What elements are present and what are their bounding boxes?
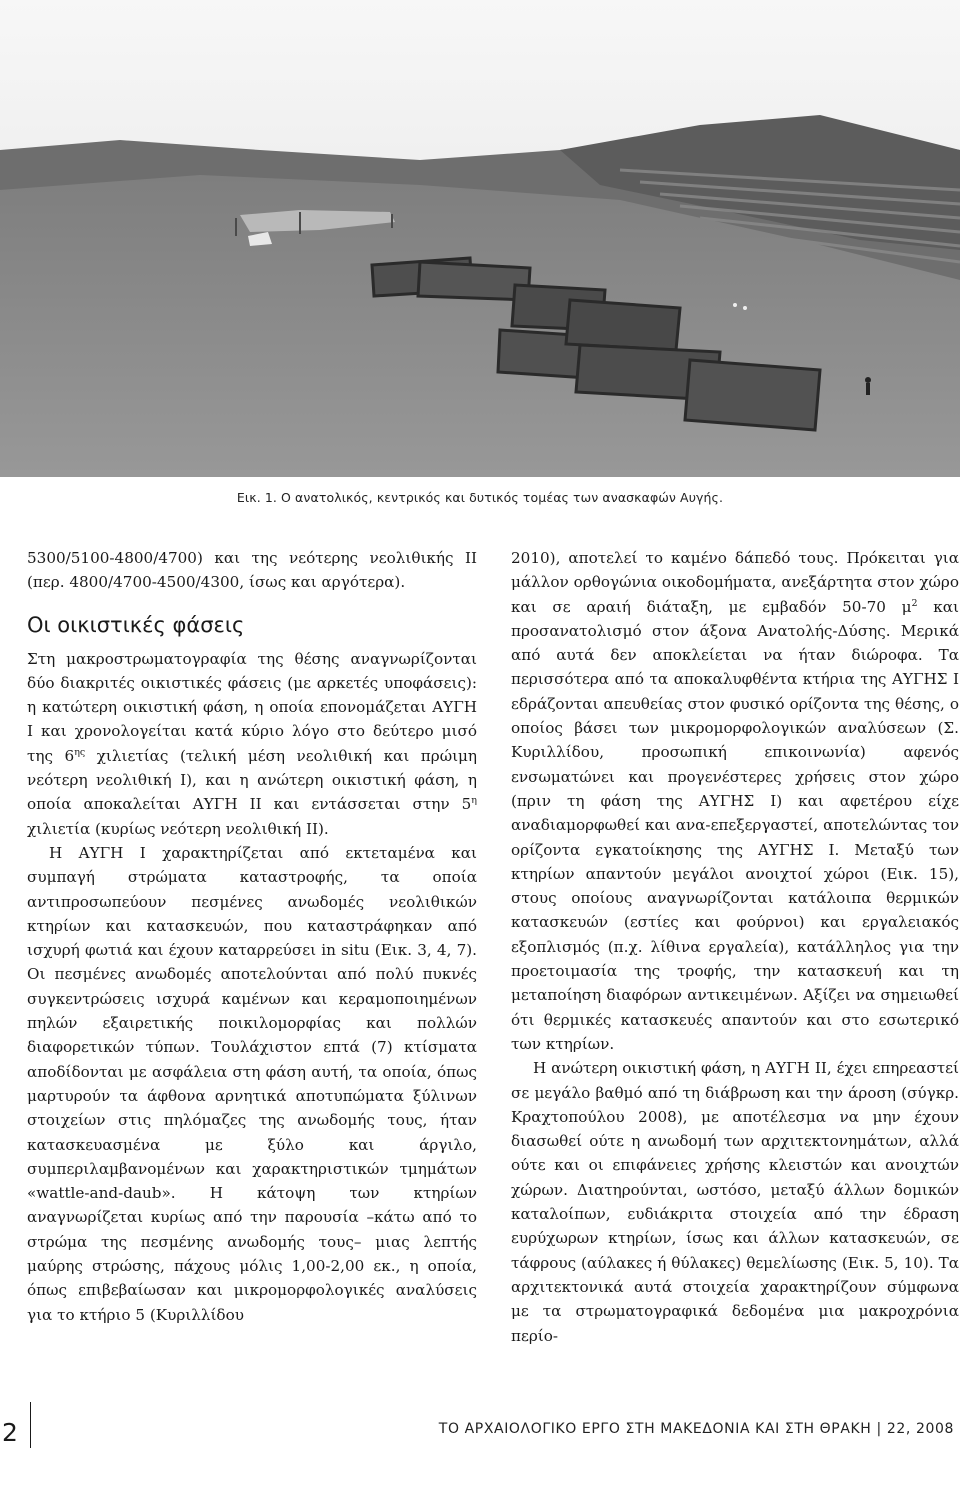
paragraph: 5300/5100-4800/4700) και της νεότερης νεολιθικής ΙΙ (περ. 4800/4700-4500/4300, ίσως και αργότερα). xyxy=(27,549,477,592)
text-run: Στη μακροστρωματογραφία της θέσης αναγνωρίζονται δύο διακριτές οικιστικές φάσεις (με αρκετές υποφάσεις): η κατώτερη οικιστική φάση, η οποία επονομάζεται ΑΥΓΗ Ι και χρονολογείται κατά κύριο λόγο στο δεύτερο μισό της 6 xyxy=(27,649,477,765)
footer-divider xyxy=(30,1402,31,1448)
right-column xyxy=(511,546,959,1348)
text-run: και προσανατολισμό στον άξονα Ανατολής-Δύσης. Μερικά από αυτά δεν αποκλείεται να ήταν διώροφα. Τα περισσότερα από τα αποκαλυφθέντα κτήρια της ΑΥΓΗΣ Ι εδράζονται απευθείας στον φυσικό ορίζοντα της θέσης, ο οποίος βάσει των μικρομορφολογικών αναλύσεων (Σ. Κυριλλίδου, προσωπική επικοινωνία) αφενός ενσωματώνει και προγενέστερες χρήσεις στον χώρο (πριν τη φάση της ΑΥΓΗΣ Ι) και αφετέρου είχε αναδιαμορφωθεί και ανα-επεξεργαστεί, αποτελώντας τον ορίζοντα εγκατοίκησης της ΑΥΓΗΣ Ι. Μεταξύ των κτηρίων απαντούν μεγάλοι ανοιχτοί χώροι (Εικ. 15), στους οποίους αναγνωρίζονται κατάλοιπα θερμικών κατασκευών (εστίες και φούρνοι) και εργαλειακός εξοπλισμός (π.χ. λίθινα εργαλεία), κατάλληλος για την προετοιμασία της τροφής, την κατασκευή και τη μεταποίηση διαφόρων αντικειμένων. Αξίζει να σημειωθεί ότι θερμικές κατασκευές απαντούν και στο εσωτερικό των κτηρίων. xyxy=(511,597,960,1053)
figure-caption: Εικ. 1. Ο ανατολικός, κεντρικός και δυτικός τομέας των ανασκαφών Αυγής. xyxy=(236,490,724,505)
text-run: χιλιετίας (τελική μέση νεολιθική και πρώιμη νεότερη νεολιθική Ι), και η ανώτερη οικιστική φάση, η οποία αποκαλείται ΑΥΓΗ ΙΙ και εντάσσεται στην 5 xyxy=(27,746,478,814)
superscript: ης xyxy=(74,746,86,758)
superscript: η xyxy=(471,795,477,807)
excavation-photo xyxy=(0,0,960,477)
text-run: 2010), αποτελεί το καμένο δάπεδό τους. Πρόκειται για μάλλον ορθογώνια οικοδομήματα, ανεξάρτητα στον χώρο και σε αραιή διάταξη, με εμβαδόν 50-70 μ xyxy=(511,549,959,616)
left-column xyxy=(27,546,477,1327)
paragraph xyxy=(511,546,959,1056)
text-run: χιλιετία (κυρίως νεότερη νεολιθική ΙΙ). xyxy=(27,819,329,838)
paragraph: Η ανώτερη οικιστική φάση, η ΑΥΓΗ ΙΙ, έχει επηρεαστεί σε μεγάλο βαθμό από τη διάβρωση και την άροση (σύγκρ. Κραχτοπούλου 2008), με αποτέλεσμα να μην έχουν διασωθεί ούτε η ανωδομή των αρχιτεκτονημάτων, αλλά ούτε και οι επιφάνειες χρήσης κλειστών και ανοιχτών χώρων. Διατηρούνται, ωστόσο, μεταξύ άλλων δομικών καταλοίπων, ευδιάκριτα στοιχεία από την έδραση ευρύχωρων κτηρίων, ίσως και άλλων κατασκευών, σε τάφρους (αύλακες ή θύλακες) θεμελίωσης (Εικ. 5, 10). Τα αρχιτεκτονικά αυτά στοιχεία χαρακτηρίζουν σύμφωνα με τα στρωματογραφικά δεδομένα μια μακροχρόνια περίο- xyxy=(511,1059,959,1345)
paragraph xyxy=(27,647,477,841)
running-footer: ΤΟ ΑΡΧΑΙΟΛΟΓΙΚΟ ΕΡΓΟ ΣΤΗ ΜΑΚΕΔΟΝΙΑ ΚΑΙ ΣΤΗ ΘΡΑΚΗ | 22, 2008 xyxy=(438,1421,954,1437)
page-number: 2 xyxy=(2,1418,18,1447)
paragraph: Η ΑΥΓΗ Ι χαρακτηρίζεται από εκτεταμένα και συμπαγή στρώματα καταστροφής, τα οποία αντιπροσωπεύουν πεσμένες ανωδομές νεολιθικών κτηρίων και κατασκευών, που καταστράφηκαν από ισχυρή φωτιά και έχουν καταρρεύσει in situ (Εικ. 3, 4, 7). Οι πεσμένες ανωδομές αποτελούνται από πολύ πυκνές συγκεντρώσεις ισχυρά καμένων και κεραμοποιημένων πηλών εξαιρετικής ποικιλομορφίας και πολλών διαφορετικών τύπων. Τουλάχιστον επτά (7) κτίσματα αποδίδονται με ασφάλεια στη φάση αυτή, τα οποία, όπως μαρτυρούν τα άφθονα αρνητικά αποτυπώματα ξύλινων στοιχείων στις πηλόμαζες της ανωδομής τους, ήταν κατασκευασμένα με ξύλο και άργιλο, συμπεριλαμβανομένων και χαρακτηριστικών τμημάτων «wattle-and-daub». Η κάτοψη των κτηρίων αναγνωρίζεται κυρίως από την παρουσία –κάτω από το στρώμα της πεσμένης ανωδομής τους– μιας λεπτής μαύρης στρώσης, πάχους μόλις 1,00-2,00 εκ., η οποία, όπως επιβεβαίωσαν και μικρομορφολογικές αναλύσεις για το κτήριο 5 (Κυριλλίδου xyxy=(27,843,477,1324)
superscript: 2 xyxy=(911,597,918,609)
section-heading: Οι οικιστικές φάσεις xyxy=(27,612,245,637)
